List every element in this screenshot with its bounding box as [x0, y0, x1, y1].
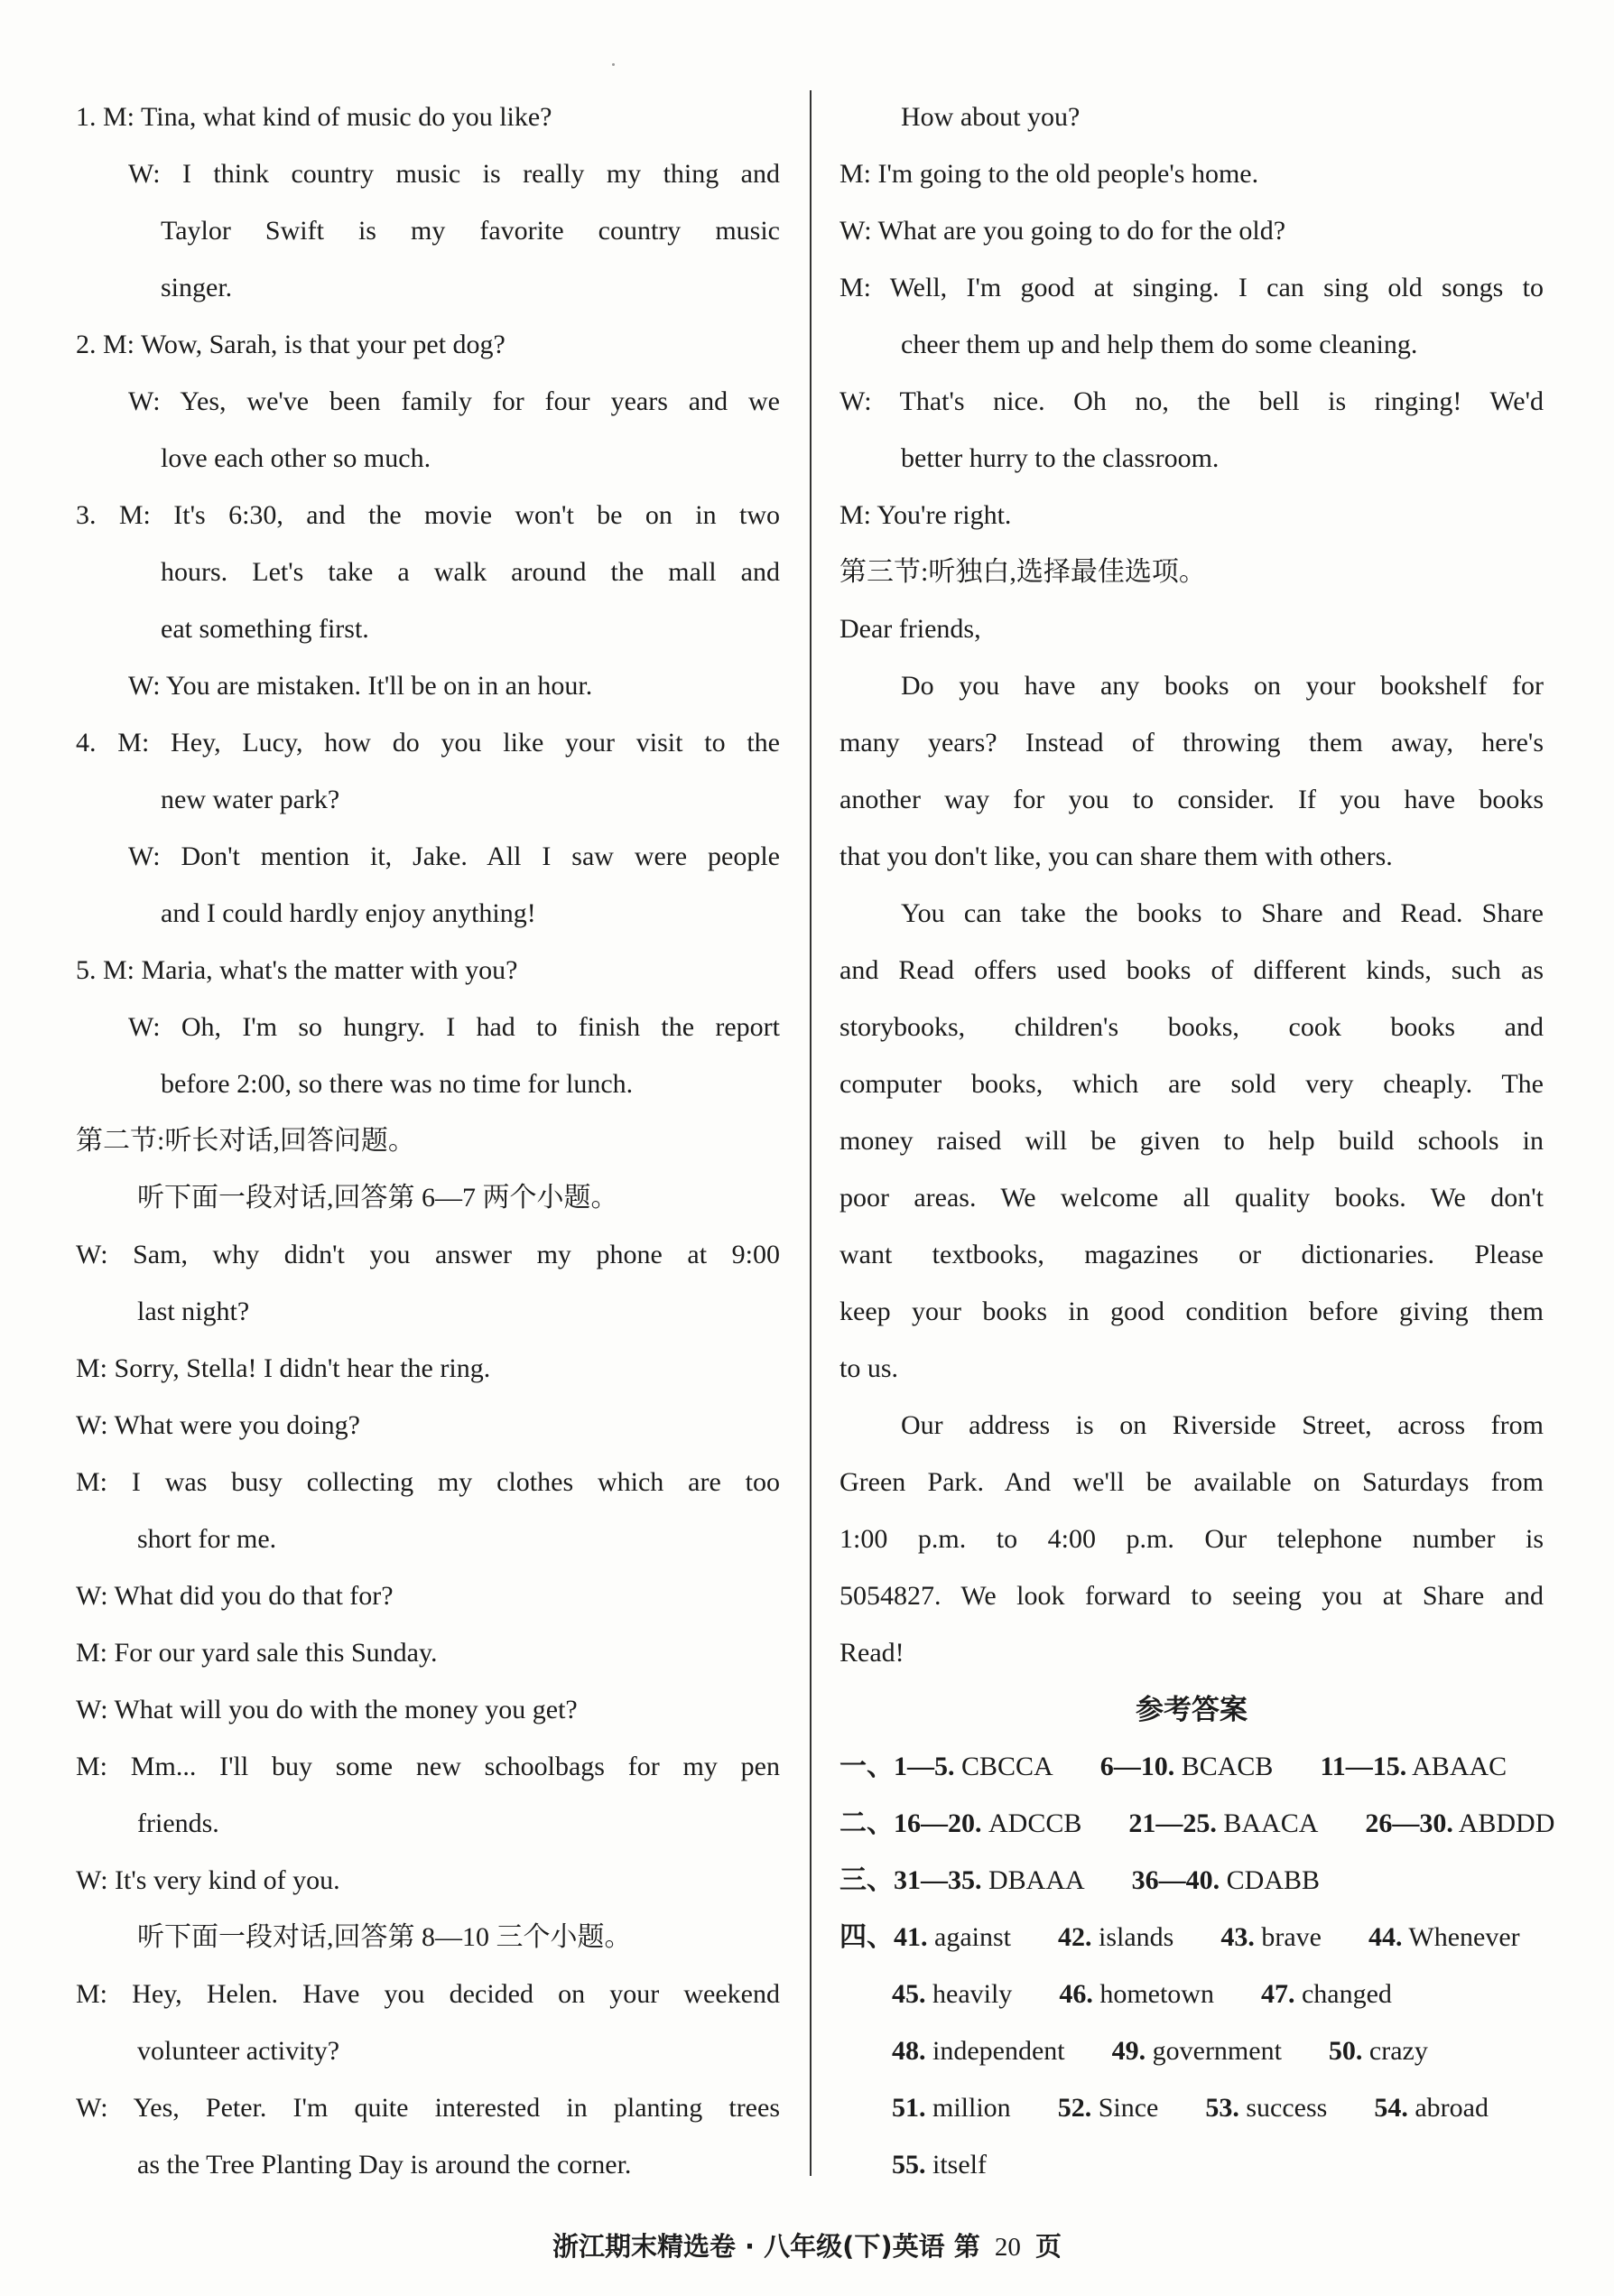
text-line: before 2:00, so there was no time for lunch.	[161, 1069, 634, 1099]
text-line: new water park?	[161, 785, 340, 814]
text-line: love each other so much.	[161, 443, 431, 473]
answer-value: ABAAC	[1406, 1752, 1507, 1781]
answer-number: 55.	[892, 2150, 926, 2180]
answer-number: 53.	[1205, 2093, 1239, 2123]
text-line: W: What did you do that for?	[76, 1581, 394, 1611]
text-line: M: Sorry, Stella! I didn't hear the ring.	[76, 1353, 491, 1383]
text-line: 听下面一段对话,回答第 8—10 三个小题。	[137, 1922, 632, 1952]
answer-value: BCACB	[1174, 1752, 1274, 1781]
answer-value: DBAAA	[981, 1865, 1085, 1895]
right-column-text	[839, 88, 1544, 1681]
text-line: and Read offers used books of different kinds, such as	[839, 955, 1544, 985]
text-line: better hurry to the classroom.	[901, 443, 1220, 473]
answer-number: 43.	[1220, 1922, 1255, 1952]
text-line: Dear friends,	[839, 614, 981, 644]
answer-number: 47.	[1260, 1979, 1295, 2009]
text-line: 3. M: It's 6:30, and the movie won't be on in two	[76, 500, 780, 530]
answer-row	[839, 1909, 1544, 1966]
footer-page-suffix: 页	[1035, 2231, 1062, 2262]
answer-number: 三、31—35.	[839, 1865, 982, 1895]
answer-value: independent	[925, 2036, 1065, 2066]
answer-number: 46.	[1059, 1979, 1093, 2009]
answer-number: 21—25.	[1128, 1808, 1217, 1838]
text-line: computer books, which are sold very cheaply. The	[839, 1069, 1544, 1099]
answer-value: islands	[1091, 1922, 1174, 1952]
text-line: as the Tree Planting Day is around the corner.	[137, 2150, 632, 2180]
answer-row	[839, 1795, 1555, 1852]
text-line: M: You're right.	[839, 500, 1012, 530]
answer-value: crazy	[1362, 2036, 1428, 2066]
answer-row	[839, 1738, 1544, 1795]
text-line: M: Hey, Helen. Have you decided on your weekend	[76, 1979, 780, 2009]
text-line: singer.	[161, 273, 233, 302]
answer-row	[839, 2079, 1544, 2136]
text-line: Read!	[839, 1638, 904, 1668]
answer-value: brave	[1254, 1922, 1322, 1952]
answer-value: ABDDD	[1452, 1808, 1555, 1838]
text-line: 第三节:听独白,选择最佳选项。	[839, 557, 1206, 587]
text-line: friends.	[137, 1808, 219, 1838]
answer-value: Since	[1091, 2093, 1159, 2123]
answer-value: success	[1238, 2093, 1328, 2123]
text-line: eat something first.	[161, 614, 369, 644]
text-line: 1:00 p.m. to 4:00 p.m. Our telephone number is	[839, 1524, 1544, 1554]
answer-number: 42.	[1057, 1922, 1092, 1952]
text-line: volunteer activity?	[137, 2036, 340, 2066]
answer-row	[839, 2136, 1544, 2193]
text-line: You can take the books to Share and Read. Share	[901, 898, 1544, 928]
text-line: W: Sam, why didn't you answer my phone at 9:00	[76, 1240, 780, 1269]
answer-number: 11—15.	[1320, 1752, 1407, 1781]
text-line: 5. M: Maria, what's the matter with you?	[76, 955, 518, 985]
text-line: last night?	[137, 1297, 250, 1326]
answer-value: million	[925, 2093, 1011, 2123]
answer-value: ADCCB	[981, 1808, 1082, 1838]
text-line: another way for you to consider. If you have books	[839, 785, 1544, 814]
text-line: keep your books in good condition before giving them	[839, 1297, 1544, 1326]
text-line: W: What will you do with the money you get?	[76, 1695, 578, 1724]
answer-heading: 参考答案	[1136, 1694, 1248, 1725]
answer-value: heavily	[925, 1979, 1013, 2009]
answer-number: 50.	[1328, 2036, 1363, 2066]
text-line: M: I was busy collecting my clothes which are too	[76, 1467, 780, 1497]
answer-number: 36—40.	[1131, 1865, 1220, 1895]
text-line: that you don't like, you can share them with others.	[839, 841, 1393, 871]
answer-key	[839, 1738, 1555, 2193]
page-footer	[0, 2226, 1614, 2263]
answer-value: abroad	[1407, 2093, 1489, 2123]
text-line: W: Oh, I'm so hungry. I had to finish the report	[128, 1012, 780, 1042]
answer-value: CBCCA	[954, 1752, 1053, 1781]
footer-title: 浙江期末精选卷 · 八年级(下)英语	[552, 2231, 945, 2262]
text-line: W: I think country music is really my thing and	[128, 159, 780, 189]
text-line: hours. Let's take a walk around the mall and	[161, 557, 780, 587]
answer-number: 48.	[892, 2036, 926, 2066]
answer-number: 51.	[892, 2093, 926, 2123]
left-column	[76, 88, 780, 2193]
text-line: M: Well, I'm good at singing. I can sing old songs to	[839, 273, 1544, 302]
text-line: Our address is on Riverside Street, across from	[901, 1410, 1544, 1440]
answer-number: 一、1—5.	[839, 1752, 955, 1781]
answer-value: hometown	[1092, 1979, 1214, 2009]
text-line: W: That's nice. Oh no, the bell is ringing! We'd	[839, 386, 1544, 416]
text-line: poor areas. We welcome all quality books. We don't	[839, 1183, 1544, 1213]
answer-number: 二、16—20.	[839, 1808, 982, 1838]
text-line: M: Mm... I'll buy some new schoolbags for my pen	[76, 1752, 780, 1781]
text-line: 4. M: Hey, Lucy, how do you like your visit to the	[76, 728, 780, 758]
answer-value: changed	[1294, 1979, 1392, 2009]
text-line: Taylor Swift is my favorite country music	[161, 216, 780, 246]
text-line: short for me.	[137, 1524, 277, 1554]
answer-value: Whenever	[1402, 1922, 1520, 1952]
answer-number: 44.	[1368, 1922, 1403, 1952]
answer-number: 49.	[1111, 2036, 1146, 2066]
answer-number: 52.	[1057, 2093, 1092, 2123]
answer-number: 6—10.	[1099, 1752, 1175, 1781]
text-line: many years? Instead of throwing them away, here's	[839, 728, 1544, 758]
answer-value: against	[927, 1922, 1011, 1952]
text-line: 2. M: Wow, Sarah, is that your pet dog?	[76, 330, 506, 359]
text-line: M: I'm going to the old people's home.	[839, 159, 1259, 189]
answer-number: 45.	[892, 1979, 926, 2009]
text-line: W: Don't mention it, Jake. All I saw were people	[128, 841, 780, 871]
text-line: Green Park. And we'll be available on Saturdays from	[839, 1467, 1544, 1497]
text-line: W: It's very kind of you.	[76, 1865, 340, 1895]
text-line: to us.	[839, 1353, 899, 1383]
text-line: 第二节:听长对话,回答问题。	[76, 1126, 415, 1156]
text-line: and I could hardly enjoy anything!	[161, 898, 536, 928]
answer-number: 26—30.	[1365, 1808, 1453, 1838]
text-line: cheer them up and help them do some cleaning.	[901, 330, 1418, 359]
answer-value: CDABB	[1220, 1865, 1321, 1895]
speck	[612, 63, 615, 66]
text-line: 听下面一段对话,回答第 6—7 两个小题。	[137, 1183, 618, 1213]
text-line: W: What were you doing?	[76, 1410, 360, 1440]
text-line: W: Yes, Peter. I'm quite interested in planting trees	[76, 2093, 780, 2123]
text-line: W: Yes, we've been family for four years and we	[128, 386, 780, 416]
text-line: M: For our yard sale this Sunday.	[76, 1638, 438, 1668]
text-line: Do you have any books on your bookshelf for	[901, 671, 1544, 701]
text-line: want textbooks, magazines or dictionaries. Please	[839, 1240, 1544, 1269]
answer-row	[839, 1966, 1544, 2022]
column-divider	[810, 90, 812, 2176]
text-line: W: What are you going to do for the old?	[839, 216, 1286, 246]
answer-value: BAACA	[1216, 1808, 1319, 1838]
answer-row	[839, 2022, 1544, 2079]
text-line: W: You are mistaken. It'll be on in an hour.	[128, 671, 593, 701]
text-line: 5054827. We look forward to seeing you at Share and	[839, 1581, 1544, 1611]
page-number: 20	[994, 2233, 1021, 2262]
answer-number: 四、41.	[839, 1922, 928, 1952]
answer-row	[839, 1852, 1544, 1909]
text-line: How about you?	[901, 102, 1081, 132]
footer-page-prefix: 第	[953, 2231, 980, 2262]
text-line: money raised will be given to help build schools in	[839, 1126, 1544, 1156]
text-line: 1. M: Tina, what kind of music do you like?	[76, 102, 552, 132]
text-line: storybooks, children's books, cook books and	[839, 1012, 1544, 1042]
right-column	[839, 88, 1555, 2193]
answer-value: itself	[925, 2150, 987, 2180]
answer-value: government	[1146, 2036, 1282, 2066]
answer-number: 54.	[1374, 2093, 1408, 2123]
